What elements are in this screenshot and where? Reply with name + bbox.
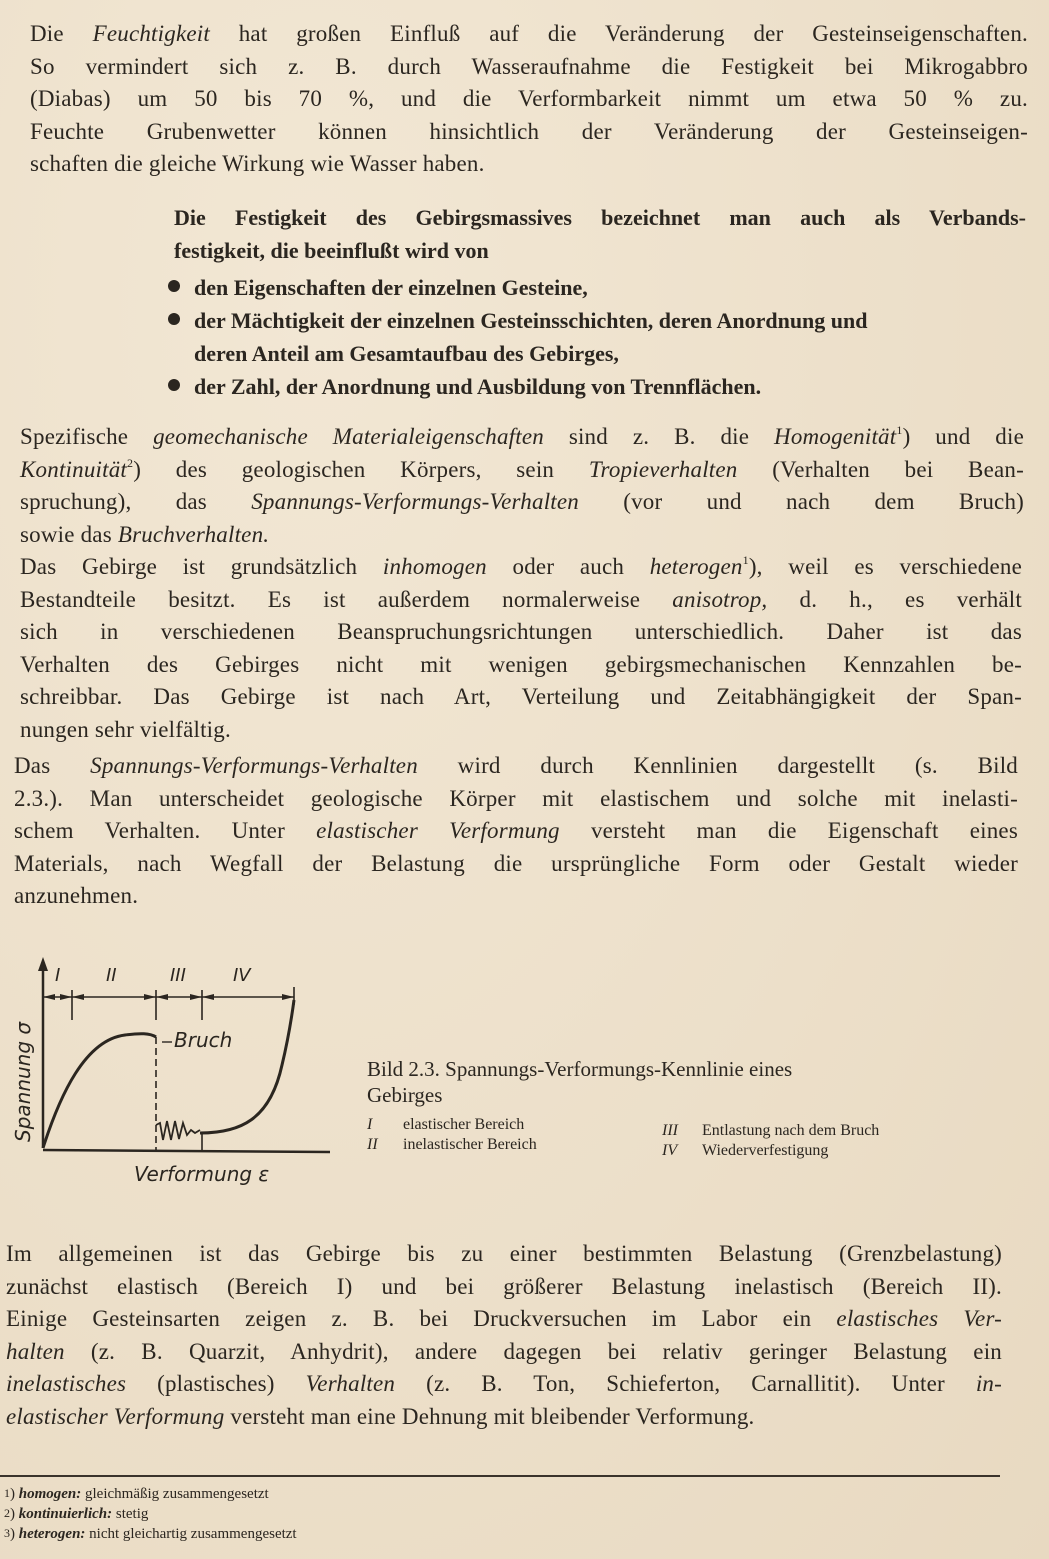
emphasis: heterogen [649, 554, 743, 579]
arrow-icon [202, 994, 214, 1000]
bullet-item [168, 370, 1026, 403]
footnote-item: $^2$) kontinuierlich: stetig [4, 1506, 149, 1522]
text-line: Im allgemeinen ist das Gebirge bis zu einer bestimmten Belastung (Grenzbelastung) [6, 1241, 1002, 1266]
footnote-text: stetig [112, 1506, 149, 1522]
unloading-zigzag [156, 1121, 200, 1140]
legend-item [367, 1115, 667, 1135]
region-label: III [170, 965, 186, 986]
region-label: II [106, 965, 117, 986]
emphasis: elastisches Ver- [836, 1306, 1002, 1331]
x-axis-label: Verformung ε [134, 1162, 270, 1186]
bullet-item [168, 271, 1026, 304]
legend-text: Wiederverfestigung [702, 1142, 829, 1159]
emphasis: Verhalten [305, 1371, 396, 1396]
text-line: 2.3.). Man unterscheidet geologische Körper mit elastischem und solche mit inelasti- [14, 785, 1018, 811]
legend-number: IV [662, 1142, 678, 1159]
emphasis: Feuchtigkeit [92, 21, 210, 46]
emphasis: Kontinuität [20, 456, 127, 482]
curve-elastic-inelastic [43, 1034, 156, 1148]
legend-text: elastischer Bereich [403, 1116, 525, 1133]
text-line: Das Spannungs-Verformungs-Verhalten wird durch Kennlinien dargestellt (s. Bild [14, 753, 1018, 778]
text-line: schreibbar. Das Gebirge ist nach Art, Verteilung und Zeitabhängigkeit der Span- [20, 684, 1022, 709]
bullet-text: der Mächtigkeit der einzelnen Gesteinsschichten, deren Anordnung und [194, 308, 868, 333]
highlight-intro-line: festigkeit, die beeinflußt wird von [174, 238, 489, 263]
legend-item [662, 1121, 982, 1141]
emphasis: Spannungs-Verformungs-Verhalten [90, 753, 418, 778]
footnote-term: heterogen: [18, 1526, 86, 1542]
emphasis: Bruchverhalten. [117, 521, 270, 547]
arrow-icon [144, 994, 156, 1000]
emphasis: inelastisches [6, 1371, 127, 1396]
text-line: zunächst elastisch (Bereich I) und bei größerer Belastung inelastisch (Bereich II). [6, 1273, 1002, 1299]
footnote-mark: 2 [4, 1506, 10, 1520]
highlight-intro [174, 201, 1026, 267]
emphasis: halten [6, 1338, 65, 1364]
fracture-annotation: Bruch [174, 1028, 233, 1052]
figure-legend-left [367, 1115, 667, 1155]
text-line: sich in verschiedenen Beanspruchungsrichtungen unterschiedlich. Daher ist das [20, 619, 1022, 644]
emphasis: geomechanische Materialeigenschaften [153, 424, 544, 449]
bullet-item [168, 304, 1026, 370]
emphasis: Tropieverhalten [588, 456, 738, 482]
emphasis: in- [975, 1371, 1002, 1396]
text-line: sowie das Bruchverhalten. [20, 521, 270, 547]
arrow-icon [43, 994, 55, 1000]
text-line: inelastisches (plastisches) Verhalten (z. B. Ton, Schieferton, Carnallitit). Unter in- [6, 1371, 1002, 1396]
text-line: Einige Gesteinsarten zeigen z. B. bei Druckversuchen im Labor ein elastisches Ver- [6, 1306, 1002, 1331]
footnote-text: nicht gleichartig zusammengesetzt [85, 1526, 297, 1542]
figure-caption [367, 1056, 967, 1108]
figure-caption-line: Bild 2.3. Spannungs-Verformungs-Kennlinie eines [367, 1057, 793, 1081]
arrow-icon [282, 994, 294, 1000]
emphasis: elastischer Verformung [6, 1403, 225, 1429]
legend-item [662, 1141, 982, 1161]
text-line: Verhalten des Gebirges nicht mit wenigen gebirgsmechanischen Kennzahlen be- [20, 651, 1022, 677]
paragraph-heterogeneity [20, 551, 1022, 746]
footnotes [4, 1484, 704, 1544]
bullet-text: der Zahl, der Anordnung und Ausbildung von Trennflächen. [194, 374, 762, 399]
region-label: I [55, 965, 61, 986]
x-axis [43, 1150, 330, 1152]
text-line: nungen sehr vielfältig. [20, 716, 231, 742]
text-line: schem Verhalten. Unter elastischer Verformung versteht man die Eigenschaft eines [14, 818, 1018, 843]
paragraph-material-properties [20, 421, 1024, 551]
region-label: IV [233, 965, 251, 986]
footnote-item: $^3$) heterogen: nicht gleichartig zusammengesetzt [4, 1526, 297, 1542]
footnote-mark: 3 [4, 1526, 10, 1540]
text-line: elastischer Verformung versteht man eine Dehnung mit bleibender Verformung. [6, 1403, 755, 1429]
footnote-ref[interactable]: 1 [742, 553, 749, 567]
paragraph-elastic-inelastic [6, 1238, 1002, 1433]
emphasis: inhomogen [382, 554, 487, 579]
y-axis-arrow-icon [38, 957, 48, 971]
highlight-intro-line: Die Festigkeit des Gebirgsmassives bezeichnet man auch als Verbands- [174, 205, 1026, 230]
legend-text: inelastischer Bereich [403, 1136, 537, 1153]
text-line: Kontinuität$^2$) des geologischen Körpers, sein Tropieverhalten (Verhalten bei Bean- [20, 455, 1024, 482]
footnote-divider [0, 1475, 1000, 1477]
bullet-icon [168, 379, 180, 391]
text-line: Spezifische geomechanische Materialeigenschaften sind z. B. die Homogenität$^1$) und die [20, 423, 1024, 449]
emphasis: anisotrop, [672, 586, 768, 612]
text-line: Das Gebirge ist grundsätzlich inhomogen oder auch heterogen$^1$), weil es verschiedene [20, 553, 1022, 579]
y-axis-label: Spannung σ [11, 1021, 35, 1142]
text-line: (Diabas) um 50 bis 70 %, und die Verformbarkeit nimmt um etwa 50 % zu. [30, 86, 1028, 111]
stress-strain-figure [0, 945, 340, 1190]
text-line: Die Feuchtigkeit hat großen Einfluß auf die Veränderung der Gesteinseigenschaften. [30, 21, 1028, 46]
text-line: anzunehmen. [14, 883, 139, 908]
text-line: Bestandteile besitzt. Es ist außerdem normalerweise anisotrop, d. h., es verhält [20, 586, 1022, 612]
figure-caption-line: Gebirges [367, 1083, 443, 1107]
bullet-list [168, 271, 1026, 403]
footnote-text: gleichmäßig zusammengesetzt [81, 1486, 269, 1502]
bullet-text: den Eigenschaften der einzelnen Gesteine, [194, 275, 588, 300]
arrow-icon [190, 994, 202, 1000]
bullet-text: deren Anteil am Gesamtaufbau des Gebirges, [194, 341, 619, 366]
legend-number: III [662, 1122, 678, 1139]
footnote-mark: 1 [4, 1486, 10, 1500]
text-line: spruchung), das Spannungs-Verformungs-Verhalten (vor und nach dem Bruch) [20, 489, 1024, 514]
legend-text: Entlastung nach dem Bruch [702, 1122, 880, 1139]
arrow-icon [72, 994, 84, 1000]
arrow-icon [60, 994, 72, 1000]
footnote-ref[interactable]: 1 [896, 423, 903, 437]
text-line: Feuchte Grubenwetter können hinsichtlich der Veränderung der Gesteinseigen- [30, 118, 1028, 144]
arrow-icon [156, 994, 168, 1000]
bullet-icon [168, 280, 180, 292]
bullet-icon [168, 313, 180, 325]
emphasis: elastischer Verformung [316, 818, 560, 843]
footnote-term: homogen: [18, 1486, 82, 1502]
legend-number: II [367, 1136, 378, 1153]
text-line: halten (z. B. Quarzit, Anhydrit), andere dagegen bei relativ geringer Belastung ein [6, 1338, 1002, 1364]
highlight-box [174, 201, 1026, 403]
curve-rehardening [200, 1000, 294, 1133]
paragraph-moisture [30, 18, 1028, 181]
emphasis: Homogenität [774, 424, 897, 449]
legend-item [367, 1135, 667, 1155]
footnote-ref[interactable]: 2 [127, 455, 134, 470]
figure-legend-right [662, 1121, 982, 1161]
text-line: Materials, nach Wegfall der Belastung die ursprüngliche Form oder Gestalt wieder [14, 850, 1018, 876]
footnote-term: kontinuierlich: [18, 1506, 113, 1522]
footnote-item: $^1$) homogen: gleichmäßig zusammengesetzt [4, 1486, 269, 1502]
paragraph-stress-strain [14, 750, 1018, 913]
text-line: schaften die gleiche Wirkung wie Wasser haben. [30, 151, 485, 176]
text-line: So vermindert sich z. B. durch Wasseraufnahme die Festigkeit bei Mikrogabbro [30, 53, 1028, 79]
emphasis: Spannungs-Verformungs-Verhalten [251, 489, 579, 514]
legend-number: I [367, 1116, 373, 1133]
